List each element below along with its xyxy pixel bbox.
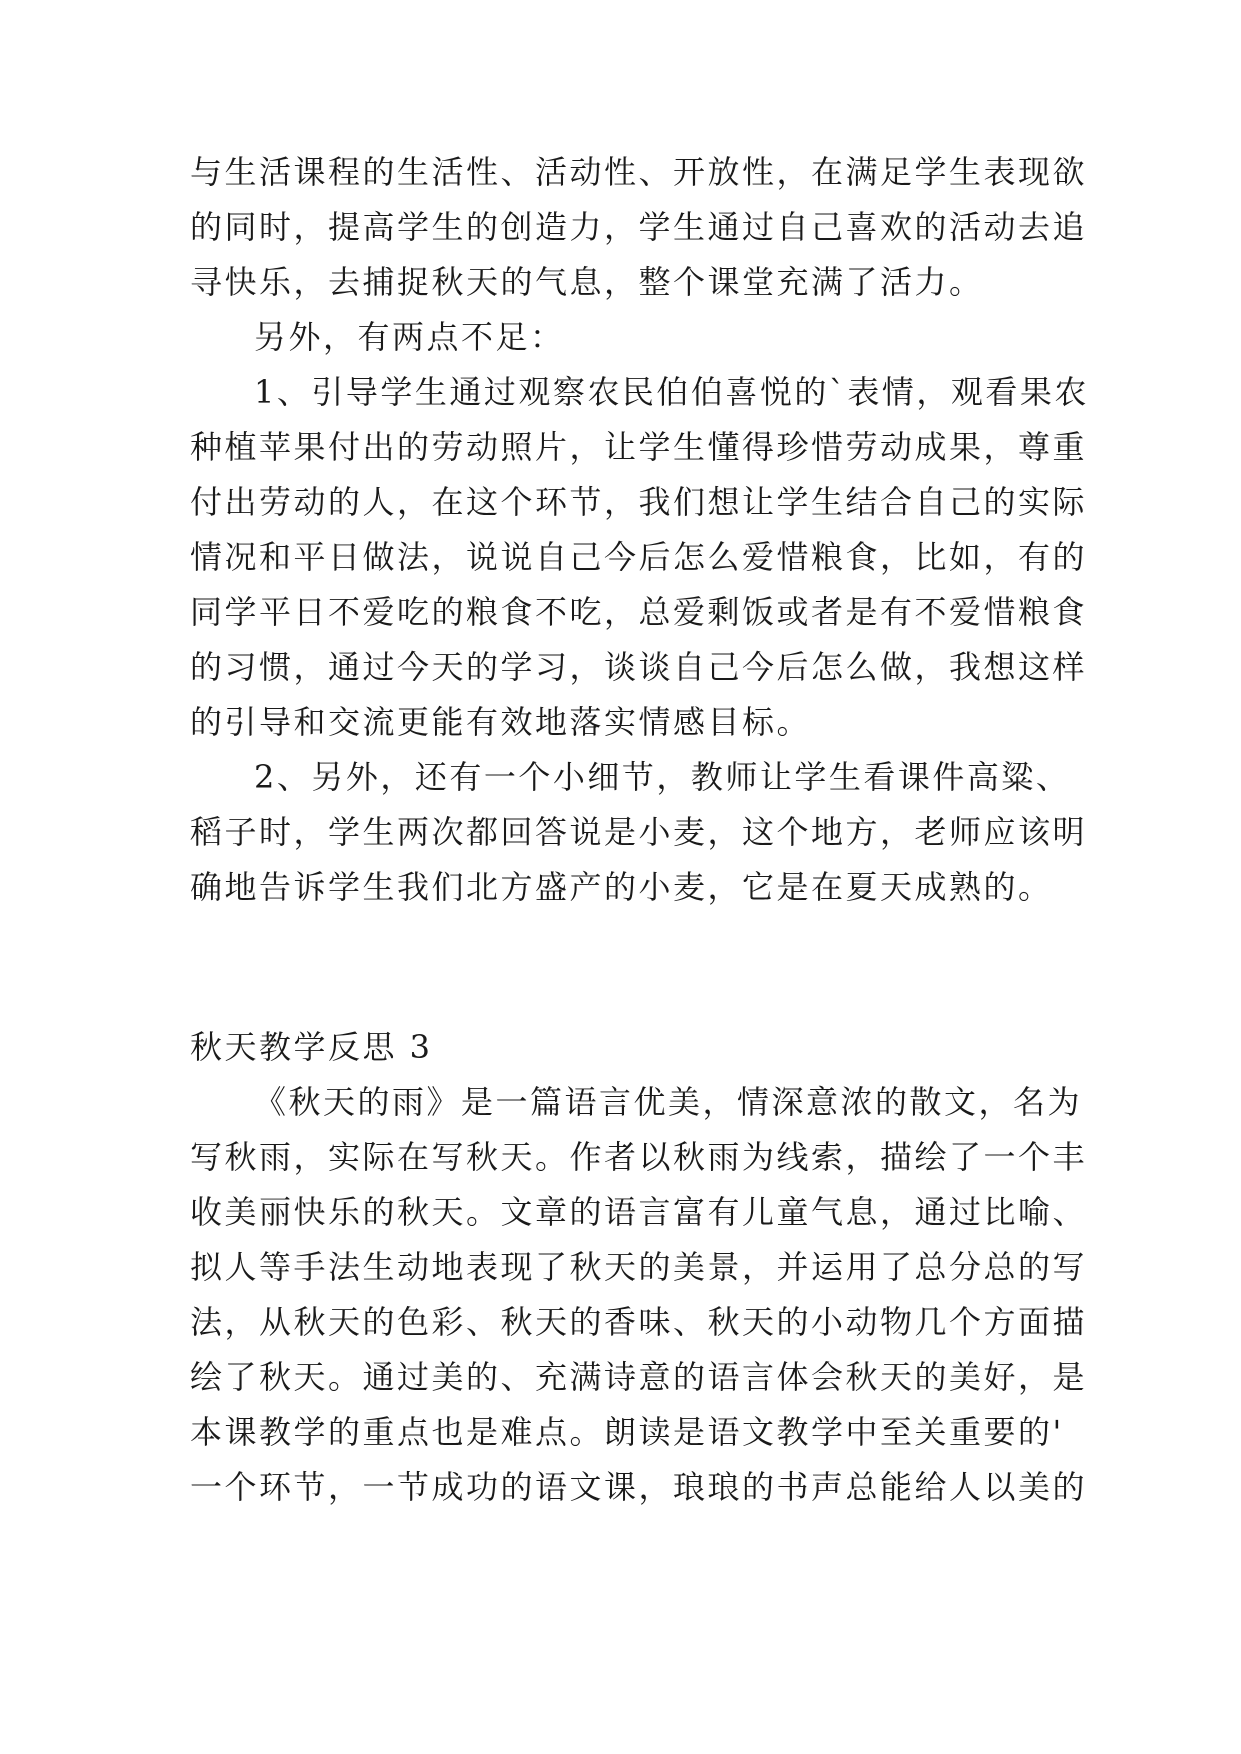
paragraph-line: 的习惯，通过今天的学习，谈谈自己今后怎么做，我想这样 [190,648,1088,686]
paragraph-line: 的同时，提高学生的创造力，学生通过自己喜欢的活动去追 [190,208,1088,246]
paragraph-line: 的引导和交流更能有效地落实情感目标。 [190,703,812,741]
paragraph-line: 法，从秋天的色彩、秋天的香味、秋天的小动物几个方面描 [190,1303,1088,1341]
paragraph-line: 1、引导学生通过观察农民伯伯喜悦的`表情，观看果农 [254,373,1089,411]
paragraph-line: 《秋天的雨》是一篇语言优美，情深意浓的散文，名为 [254,1083,1083,1121]
paragraph-line: 绘了秋天。通过美的、充满诗意的语言体会秋天的美好，是 [190,1358,1088,1396]
paragraph-line: 一个环节，一节成功的语文课，琅琅的书声总能给人以美的 [190,1468,1088,1506]
paragraph-line: 确地告诉学生我们北方盛产的小麦，它是在夏天成熟的。 [190,868,1053,906]
paragraph-line: 情况和平日做法，说说自己今后怎么爱惜粮食，比如，有的 [190,538,1088,576]
paragraph-line: 付出劳动的人，在这个环节，我们想让学生结合自己的实际 [190,483,1088,521]
paragraph-line: 收美丽快乐的秋天。文章的语言富有儿童气息，通过比喻、 [190,1193,1088,1231]
paragraph-line: 稻子时，学生两次都回答说是小麦，这个地方，老师应该明 [190,813,1088,851]
paragraph-line: 种植苹果付出的劳动照片，让学生懂得珍惜劳动成果，尊重 [190,428,1088,466]
section-title: 秋天教学反思 3 [190,1028,433,1066]
paragraph-line: 另外，有两点不足： [254,318,565,356]
paragraph-line: 同学平日不爱吃的粮食不吃，总爱剩饭或者是有不爱惜粮食 [190,593,1088,631]
paragraph-line: 2、另外，还有一个小细节，教师让学生看课件高粱、 [254,758,1071,796]
paragraph-line: 本课教学的重点也是难点。朗读是语文教学中至关重要的' [190,1413,1064,1451]
paragraph-line: 写秋雨，实际在写秋天。作者以秋雨为线索，描绘了一个丰 [190,1138,1088,1176]
paragraph-line: 寻快乐，去捕捉秋天的气息，整个课堂充满了活力。 [190,263,984,301]
paragraph-line: 拟人等手法生动地表现了秋天的美景，并运用了总分总的写 [190,1248,1088,1286]
paragraph-line: 与生活课程的生活性、活动性、开放性，在满足学生表现欲 [190,153,1088,191]
